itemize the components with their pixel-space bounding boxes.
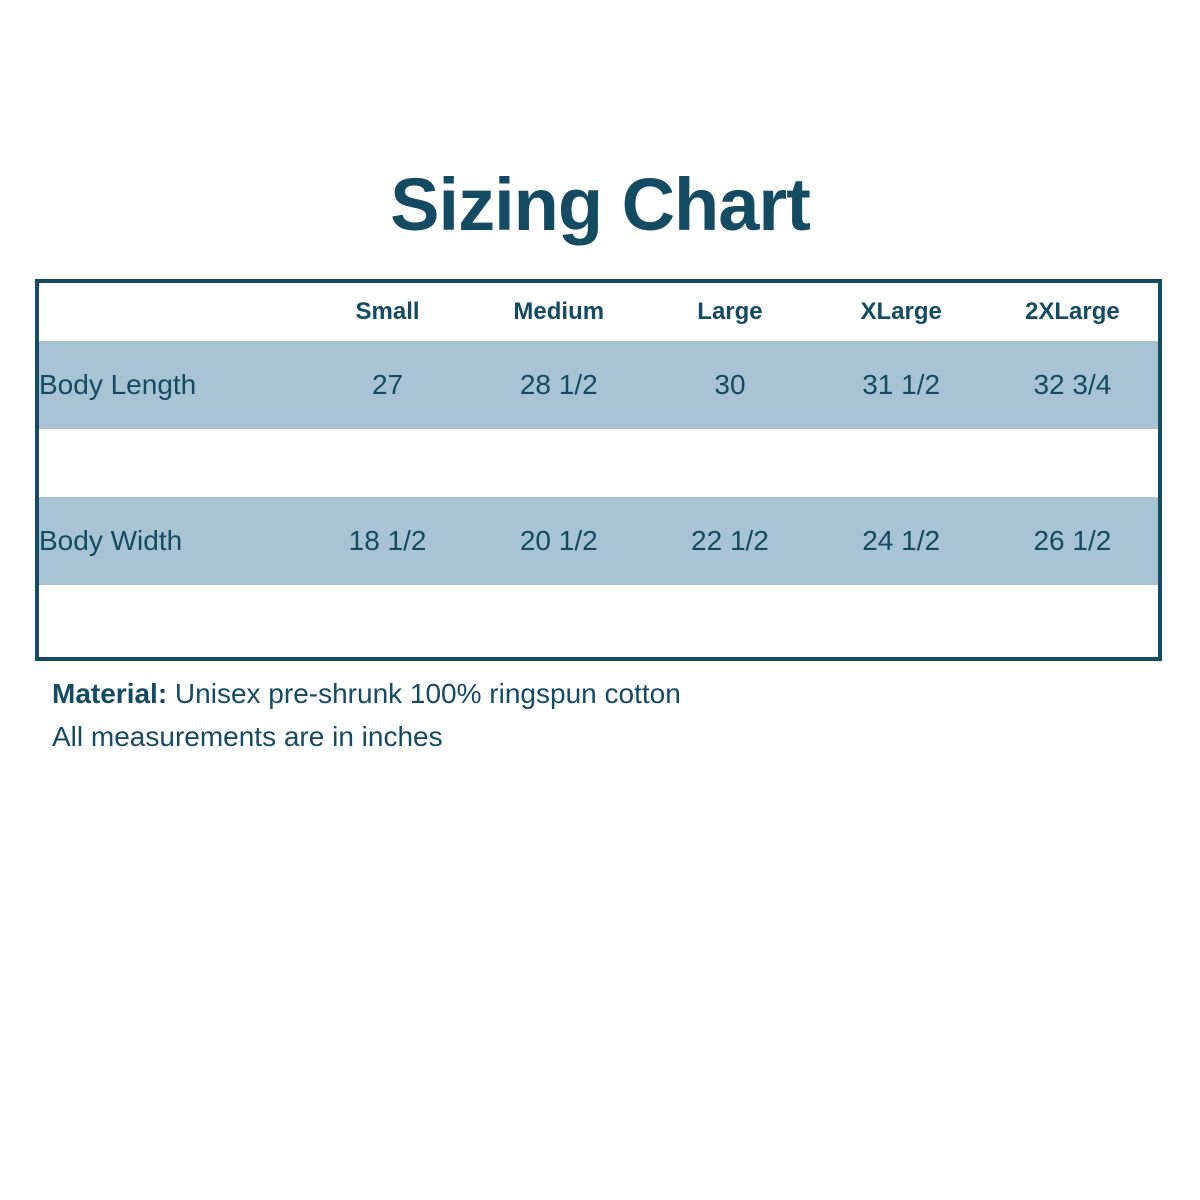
spacer-cell bbox=[302, 429, 473, 497]
spacer-cell bbox=[816, 429, 987, 497]
measurements-note: All measurements are in inches bbox=[52, 721, 443, 753]
column-header-blank bbox=[39, 283, 302, 341]
sizing-table bbox=[39, 283, 1158, 653]
column-header-medium: Medium bbox=[473, 283, 644, 341]
spacer-cell bbox=[987, 585, 1158, 653]
table-spacer-row bbox=[39, 429, 1158, 497]
material-note bbox=[52, 672, 1152, 715]
column-header-2xlarge: 2XLarge bbox=[987, 283, 1158, 341]
cell-body-length-2xlarge: 32 3/4 bbox=[987, 341, 1158, 429]
column-header-large: Large bbox=[644, 283, 815, 341]
row-label-body-width: Body Width bbox=[39, 497, 302, 585]
cell-body-length-medium: 28 1/2 bbox=[473, 341, 644, 429]
spacer-cell bbox=[987, 429, 1158, 497]
cell-body-width-medium: 20 1/2 bbox=[473, 497, 644, 585]
spacer-cell bbox=[473, 429, 644, 497]
spacer-cell bbox=[39, 429, 302, 497]
table-header bbox=[39, 283, 1158, 341]
column-header-small: Small bbox=[302, 283, 473, 341]
spacer-cell bbox=[473, 585, 644, 653]
page-title: Sizing Chart bbox=[390, 163, 810, 246]
table-header-row bbox=[39, 283, 1158, 341]
notes-section bbox=[52, 672, 1152, 759]
sizing-table-container bbox=[35, 279, 1162, 661]
material-label: Material: bbox=[52, 678, 168, 709]
cell-body-width-2xlarge: 26 1/2 bbox=[987, 497, 1158, 585]
table-row bbox=[39, 341, 1158, 429]
cell-body-length-xlarge: 31 1/2 bbox=[816, 341, 987, 429]
material-text: Unisex pre-shrunk 100% ringspun cotton bbox=[167, 678, 681, 709]
spacer-cell bbox=[816, 585, 987, 653]
cell-body-width-large: 22 1/2 bbox=[644, 497, 815, 585]
table-body bbox=[39, 341, 1158, 653]
cell-body-width-small: 18 1/2 bbox=[302, 497, 473, 585]
cell-body-width-xlarge: 24 1/2 bbox=[816, 497, 987, 585]
spacer-cell bbox=[39, 585, 302, 653]
table-spacer-row bbox=[39, 585, 1158, 653]
cell-body-length-small: 27 bbox=[302, 341, 473, 429]
row-label-body-length: Body Length bbox=[39, 341, 302, 429]
table-row bbox=[39, 497, 1158, 585]
spacer-cell bbox=[302, 585, 473, 653]
spacer-cell bbox=[644, 429, 815, 497]
cell-body-length-large: 30 bbox=[644, 341, 815, 429]
spacer-cell bbox=[644, 585, 815, 653]
column-header-xlarge: XLarge bbox=[816, 283, 987, 341]
